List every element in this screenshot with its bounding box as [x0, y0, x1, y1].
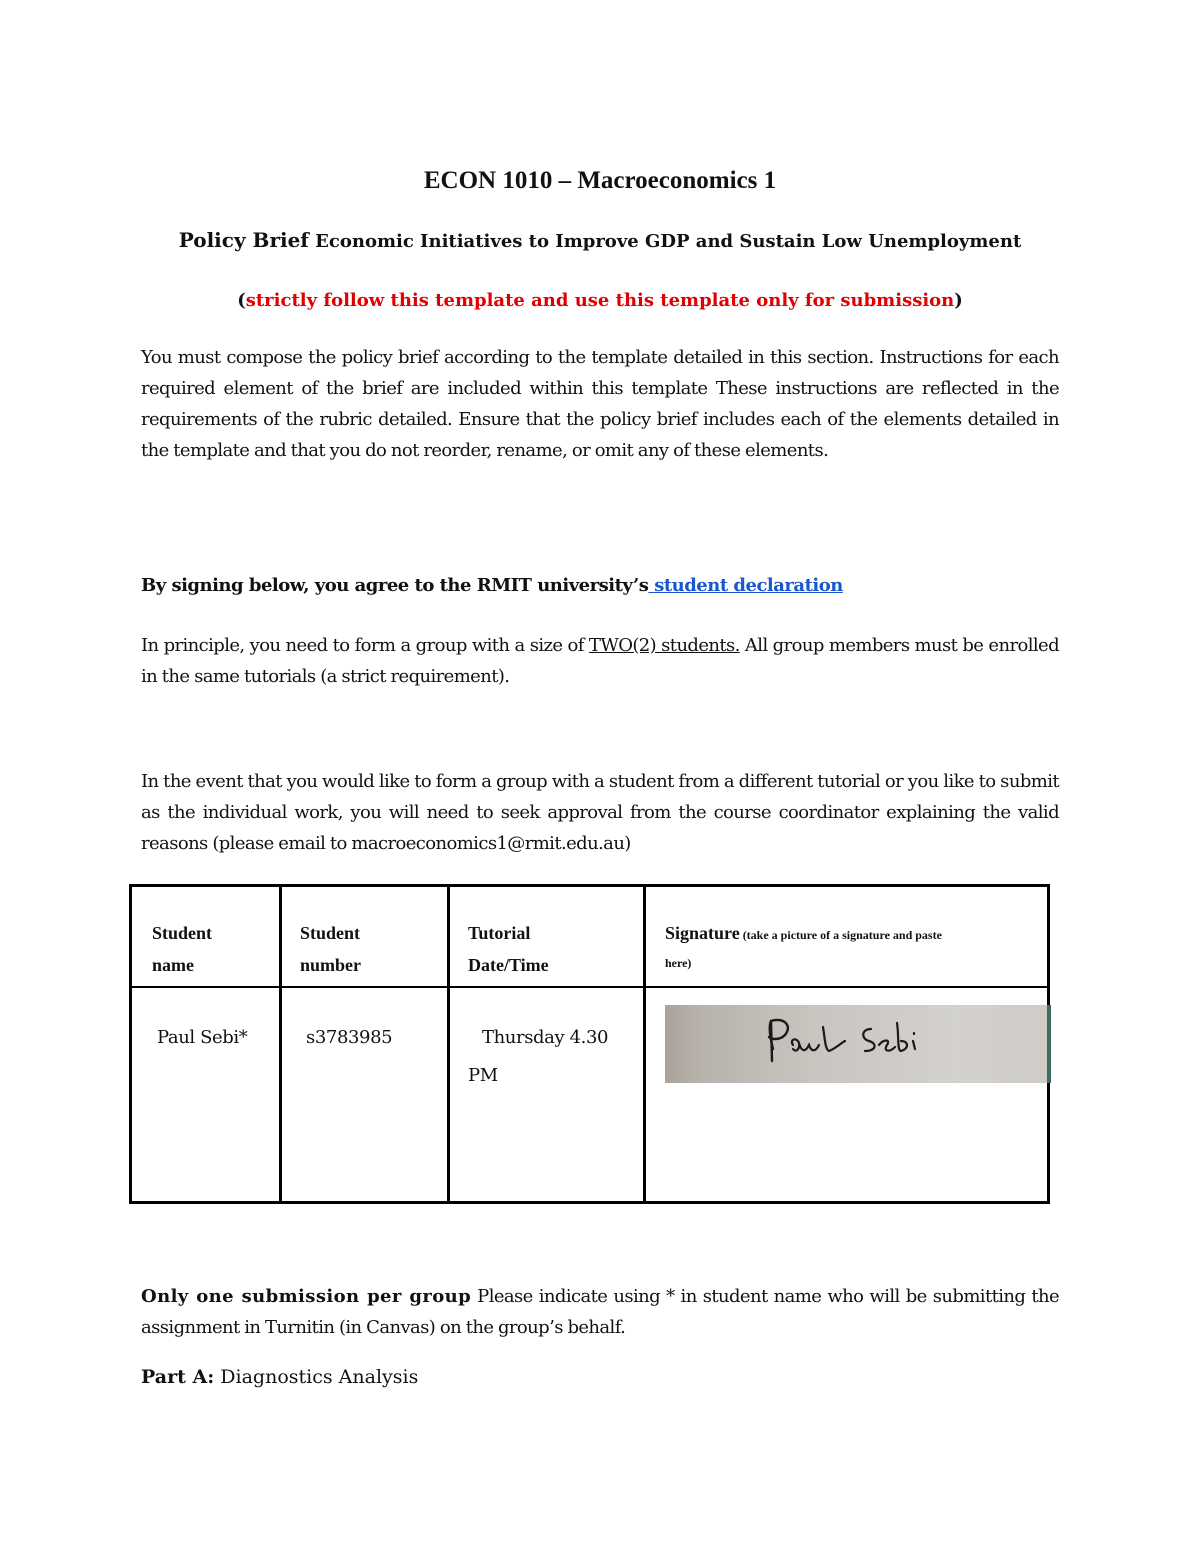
submission-rest: Please indicate using * in student name who will be submitting the assignment in Turnitin (in Canvas) on the group’s behalf. [141, 1286, 1060, 1338]
cell-tutorial-line1: Thursday 4.30 [482, 1027, 609, 1048]
signature-image [665, 1005, 1051, 1083]
declaration-line [141, 575, 843, 596]
intro-paragraph: You must compose the policy brief according to the template detailed in this section. Instructions for each required element of the brief are included within this template These instructions are reflected in the requirements of the rubric detailed. Ensure that the policy brief includes each of the elements detailed in the template and that you do not reorder, rename, or omit any of these elements. [141, 347, 1059, 461]
part-a-label: Part A: [141, 1366, 215, 1388]
header-signature-label: Signature [665, 923, 740, 943]
cell-student-name: Paul Sebi* [157, 1027, 248, 1048]
header-student-number-line1: Student [300, 923, 361, 943]
cell-tutorial [468, 1019, 608, 1095]
subtitle-topic: Economic Initiatives to Improve GDP and Sustain Low Unemployment [308, 231, 1022, 252]
principle-after: All group members must be enrolled in the same tutorials (a strict requirement). [141, 635, 1059, 687]
submission-bold: Only one submission per group [141, 1286, 472, 1307]
header-student-name-line2: name [152, 955, 194, 975]
principle-underlined: TWO(2) students. [588, 635, 740, 656]
student-table [129, 884, 1050, 1204]
header-tutorial-line1: Tutorial [468, 923, 531, 943]
submission-paragraph [141, 1281, 1059, 1343]
approval-paragraph: In the event that you would like to form a group with a student from a different tutorial or you like to submit as the individual work, you will need to seek approval from the course coordinator explaining the valid reasons (please email to macroeconomics1@rmit.edu.au) [141, 771, 1059, 854]
signature-handwriting-icon [665, 1005, 1051, 1083]
header-tutorial [468, 917, 549, 981]
template-notice [0, 290, 1200, 311]
header-student-number [300, 917, 361, 981]
header-student-number-line2: number [300, 955, 362, 975]
part-a-text: Diagnostics Analysis [214, 1366, 419, 1388]
header-signature-note-end: here) [665, 956, 692, 970]
cell-tutorial-line2: PM [468, 1065, 498, 1086]
header-student-name-line1: Student [152, 923, 213, 943]
document-title: ECON 1010 – Macroeconomics 1 [423, 167, 777, 194]
notice-open-paren: ( [237, 290, 246, 311]
table-divider [447, 887, 450, 1201]
table-divider [643, 887, 646, 1201]
student-declaration-link[interactable]: student declaration [648, 575, 843, 596]
cell-student-number: s3783985 [306, 1027, 393, 1048]
group-size-paragraph [141, 630, 1059, 692]
notice-close-paren: ) [954, 290, 963, 311]
header-signature [665, 917, 1025, 979]
table-header-divider [132, 986, 1047, 988]
subtitle-policy-brief: Policy Brief [178, 228, 309, 252]
header-signature-note: (take a picture of a signature and paste [739, 928, 942, 942]
header-student-name [152, 917, 212, 981]
notice-text: strictly follow this template and use this template only for submission [245, 290, 955, 311]
document-subtitle [0, 228, 1200, 252]
part-a-heading [141, 1366, 418, 1388]
declaration-text: By signing below, you agree to the RMIT university’s [141, 575, 649, 596]
principle-before: In principle, you need to form a group with a size of [141, 635, 589, 656]
table-divider [279, 887, 282, 1201]
header-tutorial-line2: Date/Time [468, 955, 549, 975]
